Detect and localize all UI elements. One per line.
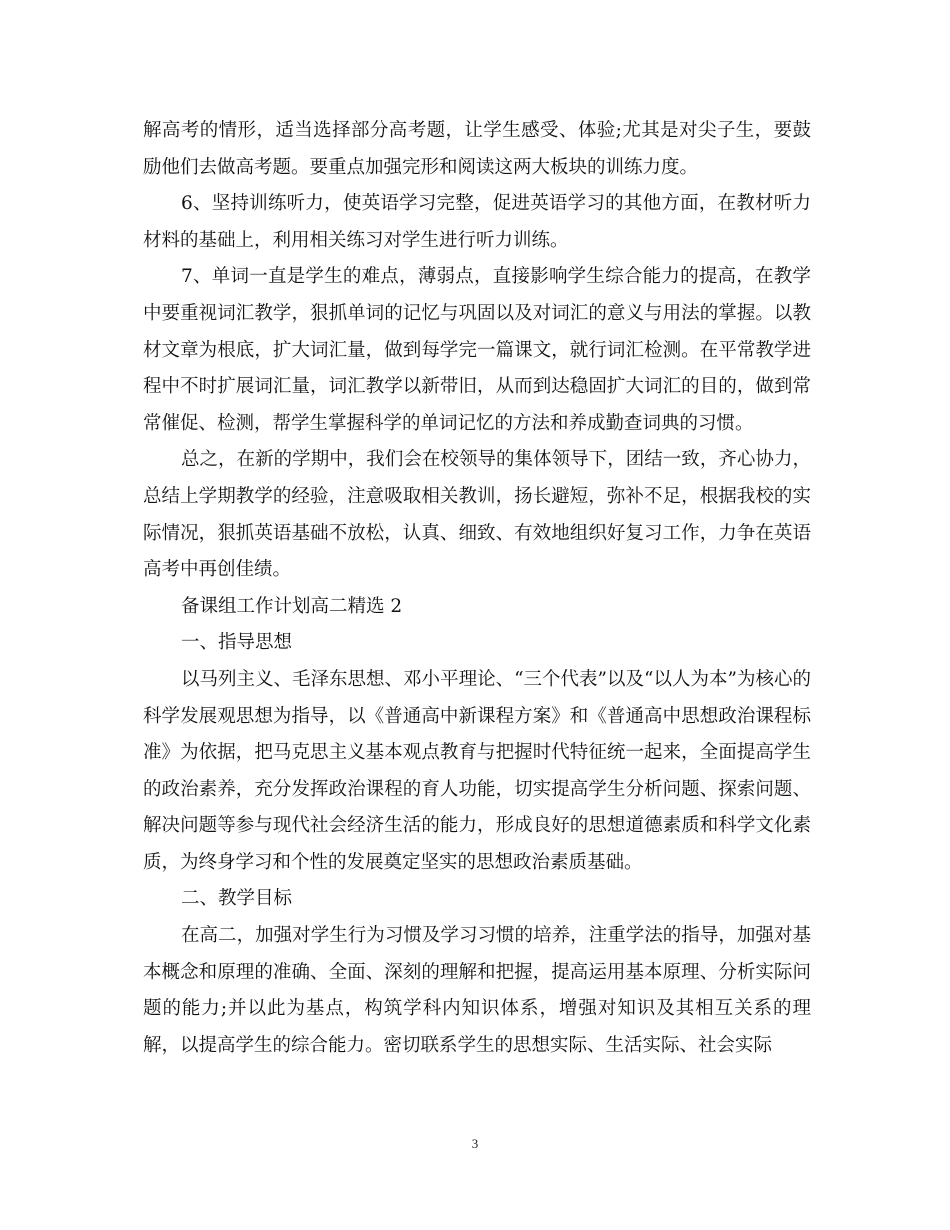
paragraph-2: 6、坚持训练听力，使英语学习完整，促进英语学习的其他方面，在教材听力材料的基础上，利用相关练习对学生进行听力训练。	[143, 193, 811, 251]
document-body	[143, 113, 811, 1064]
section-heading-guiding-thought: 一、指导思想	[181, 632, 293, 654]
paragraph-1: 解高考的情形，适当选择部分高考题，让学生感受、体验;尤其是对尖子生，要鼓励他们去做高考题。要重点加强完形和阅读这两大板块的训练力度。	[143, 120, 811, 178]
paragraph-teaching-goals: 在高二，加强对学生行为习惯及学习习惯的培养，注重学法的指导，加强对基本概念和原理的准确、全面、深刻的理解和把握，提高运用基本原理、分析实际问题的能力;并以此为基点，构筑学科内知识体系，增强对知识及其相互关系的理解，以提高学生的综合能力。密切联系学生的思想实际、生活实际、社会实际	[143, 925, 811, 1056]
page-number: 3	[471, 1136, 479, 1151]
paragraph-4: 总之，在新的学期中，我们会在校领导的集体领导下，团结一致，齐心协力，总结上学期教学的经验，注意吸取相关教训，扬长避短，弥补不足，根据我校的实际情况，狠抓英语基础不放松，认真、细致、有效地组织好复习工作，力争在英语高考中再创佳绩。	[143, 449, 811, 581]
paragraph-guiding-thought: 以马列主义、毛泽东思想、邓小平理论、“三个代表”以及“以人为本”为核心的科学发展观思想为指导，以《普通高中新课程方案》和《普通高中思想政治课程标准》为依据，把马克思主义基本观点教育与把握时代特征统一起来，全面提高学生的政治素养，充分发挥政治课程的育人功能，切实提高学生分析问题、探索问题、解决问题等参与现代社会经济生活的能力，形成良好的思想道德素质和科学文化素质，为终身学习和个性的发展奠定坚实的思想政治素质基础。	[143, 668, 811, 873]
section-heading-teaching-goals: 二、教学目标	[181, 888, 293, 910]
section-heading-title: 备课组工作计划高二精选 2	[181, 595, 403, 617]
paragraph-3: 7、单词一直是学生的难点，薄弱点，直接影响学生综合能力的提高，在教学中要重视词汇教学，狠抓单词的记忆与巩固以及对词汇的意义与用法的掌握。以教材文章为根底，扩大词汇量，做到每学完一篇课文，就行词汇检测。在平常教学进程中不时扩展词汇量，词汇教学以新带旧，从而到达稳固扩大词汇的目的，做到常常催促、检测，帮学生掌握科学的单词记忆的方法和养成勤查词典的习惯。	[143, 266, 811, 434]
